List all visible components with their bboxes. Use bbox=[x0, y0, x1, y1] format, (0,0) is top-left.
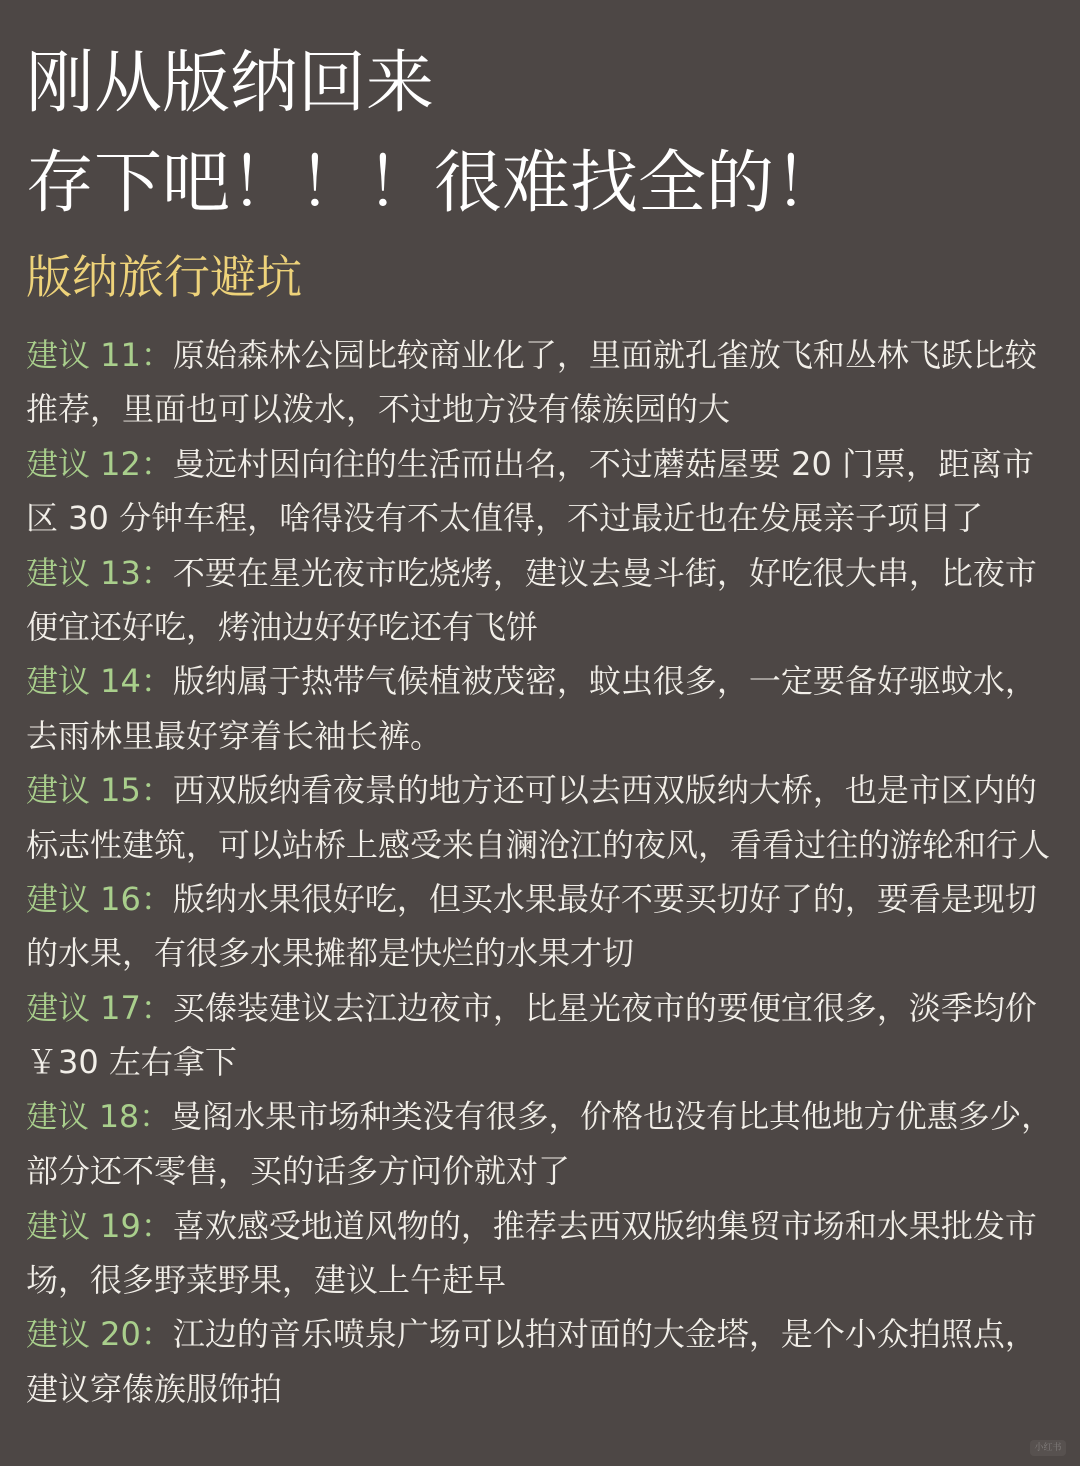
tip-text: 原始森林公园比较商业化了，里面就孔雀放飞和丛林飞跃比较 bbox=[172, 336, 1037, 374]
tip-text: 版纳水果很好吃，但买水果最好不要买切好了的，要看是现切 bbox=[172, 880, 1037, 919]
watermark-logo: 小红书 bbox=[1030, 1440, 1066, 1456]
tip-item bbox=[26, 328, 1056, 437]
tips-list bbox=[26, 328, 1056, 1416]
tip-label: 建议 14： bbox=[26, 662, 173, 701]
tip-item bbox=[26, 872, 1056, 981]
tip-line-2: ￥30 左右拿下 bbox=[26, 1043, 237, 1082]
tip-label: 建议 12： bbox=[26, 444, 173, 483]
tip-item bbox=[26, 981, 1056, 1090]
page-title-line-2: 存下吧！！！很难找全的！ bbox=[26, 144, 843, 223]
page-title-line-1: 刚从版纳回来 bbox=[26, 44, 435, 123]
tip-line-1 bbox=[26, 763, 1056, 817]
tip-item bbox=[26, 1199, 1056, 1308]
tip-item bbox=[26, 437, 1056, 546]
tip-label: 建议 13： bbox=[26, 553, 173, 592]
tip-label: 建议 20： bbox=[26, 1315, 173, 1354]
tip-line-2: 便宜还好吃，烤油边好好吃还有飞饼 bbox=[26, 608, 539, 647]
tip-item bbox=[26, 546, 1056, 655]
tip-text: 版纳属于热带气候植被茂密，蚊虫很多，一定要备好驱蚊水， bbox=[172, 662, 1037, 701]
tip-line-2: 去雨林里最好穿着长袖长裤。 bbox=[26, 716, 443, 755]
tip-line-2: 场，很多野菜野果，建议上午赶早 bbox=[26, 1260, 507, 1299]
tip-line-1 bbox=[26, 1090, 1056, 1144]
tip-item bbox=[26, 1307, 1056, 1416]
tip-text: 曼阁水果市场种类没有很多，价格也没有比其他地方优惠多少， bbox=[170, 1098, 1053, 1135]
tip-line-2: 部分还不零售，买的话多方问价就对了 bbox=[26, 1152, 571, 1191]
tip-line-1 bbox=[26, 546, 1056, 600]
tip-label: 建议 19： bbox=[26, 1206, 173, 1245]
tip-label: 建议 16： bbox=[26, 880, 173, 919]
tip-line-1 bbox=[26, 872, 1056, 926]
section-heading: 版纳旅行避坑 bbox=[26, 250, 302, 304]
tip-label: 建议 18： bbox=[26, 1098, 171, 1135]
tip-line-1 bbox=[26, 328, 1056, 382]
tip-label: 建议 17： bbox=[26, 988, 173, 1027]
tip-text: 不要在星光夜市吃烧烤，建议去曼斗街，好吃很大串，比夜市 bbox=[172, 553, 1037, 592]
tip-label: 建议 15： bbox=[26, 771, 173, 810]
tip-line-2: 建议穿傣族服饰拍 bbox=[26, 1369, 283, 1408]
tip-line-2: 标志性建筑，可以站桥上感受来自澜沧江的夜风，看看过往的游轮和行人 bbox=[26, 825, 1051, 864]
tip-text: 西双版纳看夜景的地方还可以去西双版纳大桥，也是市区内的 bbox=[172, 771, 1037, 810]
tip-text: 江边的音乐喷泉广场可以拍对面的大金塔，是个小众拍照点， bbox=[172, 1315, 1037, 1354]
tip-line-1 bbox=[26, 1307, 1056, 1361]
tip-line-2: 推荐，里面也可以泼水，不过地方没有傣族园的大 bbox=[26, 390, 731, 429]
tip-item bbox=[26, 654, 1056, 763]
tip-text: 买傣装建议去江边夜市，比星光夜市的要便宜很多，淡季均价 bbox=[172, 988, 1037, 1027]
tip-line-2: 区 30 分钟车程，啥得没有不太值得，不过最近也在发展亲子项目了 bbox=[26, 499, 984, 538]
tip-line-1 bbox=[26, 654, 1056, 708]
tip-item bbox=[26, 1090, 1056, 1199]
tip-line-2: 的水果，有很多水果摊都是快烂的水果才切 bbox=[26, 934, 635, 973]
tip-text: 曼远村因向往的生活而出名，不过蘑菇屋要 20 门票，距离市 bbox=[172, 444, 1034, 483]
tip-label: 建议 11： bbox=[26, 336, 173, 374]
tip-text: 喜欢感受地道风物的，推荐去西双版纳集贸市场和水果批发市 bbox=[172, 1206, 1037, 1245]
tip-item bbox=[26, 763, 1056, 872]
tip-line-1 bbox=[26, 981, 1056, 1035]
tip-line-1 bbox=[26, 1199, 1056, 1253]
tip-line-1 bbox=[26, 437, 1056, 491]
